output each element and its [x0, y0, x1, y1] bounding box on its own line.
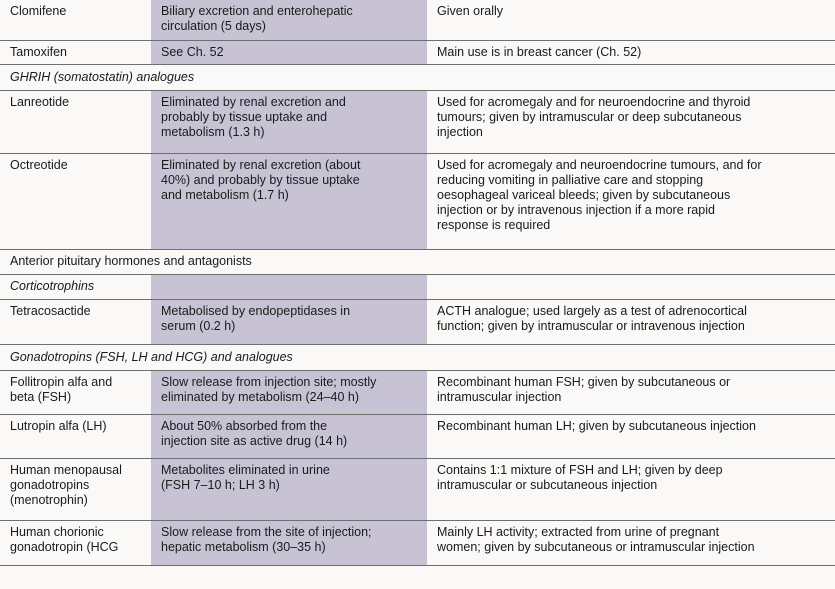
- section-heading: GHRIH (somatostatin) analogues: [0, 64, 835, 90]
- notes-cell: ACTH analogue; used largely as a test of adrenocortical function; given by intramuscular or intravenous injection: [427, 299, 835, 344]
- drug-name-cell: Octreotide: [0, 153, 151, 249]
- drug-name-cell: Lanreotide: [0, 90, 151, 153]
- table-row: [0, 0, 835, 40]
- drug-name-cell: Clomifene: [0, 0, 151, 40]
- pharmacokinetics-cell: See Ch. 52: [151, 40, 427, 64]
- section-heading: Anterior pituitary hormones and antagonists: [0, 249, 835, 274]
- section-heading: Gonadotropins (FSH, LH and HCG) and analogues: [0, 344, 835, 370]
- notes-cell: Contains 1:1 mixture of FSH and LH; given by deep intramuscular or subcutaneous injection: [427, 458, 835, 520]
- pharmacokinetics-cell: Slow release from the site of injection; hepatic metabolism (30–35 h): [151, 520, 427, 565]
- notes-cell: Mainly LH activity; extracted from urine of pregnant women; given by subcutaneous or intramuscular injection: [427, 520, 835, 565]
- table-row: [0, 414, 835, 458]
- notes-cell: Used for acromegaly and neuroendocrine tumours, and for reducing vomiting in palliative care and stopping oesophageal variceal bleeds; given by subcutaneous injection or by intravenous injection if a more rapid response is required: [427, 153, 835, 249]
- drug-name-cell: Corticotrophins: [0, 274, 151, 299]
- drug-name-cell: Follitropin alfa and beta (FSH): [0, 370, 151, 414]
- notes-cell: Used for acromegaly and for neuroendocrine and thyroid tumours; given by intramuscular or deep subcutaneous injection: [427, 90, 835, 153]
- pharmacokinetics-cell: Eliminated by renal excretion and probably by tissue uptake and metabolism (1.3 h): [151, 90, 427, 153]
- table-row: [0, 274, 835, 299]
- notes-cell: Given orally: [427, 0, 835, 40]
- table-row: [0, 344, 835, 370]
- pharmacokinetics-cell: Biliary excretion and enterohepatic circulation (5 days): [151, 0, 427, 40]
- pharmacokinetics-cell: [151, 274, 427, 299]
- table-row: [0, 299, 835, 344]
- table-row: [0, 90, 835, 153]
- pharmacokinetics-cell: Metabolites eliminated in urine (FSH 7–10 h; LH 3 h): [151, 458, 427, 520]
- notes-cell: Main use is in breast cancer (Ch. 52): [427, 40, 835, 64]
- drug-name-cell: Human menopausal gonadotropins (menotrophin): [0, 458, 151, 520]
- table-row: [0, 249, 835, 274]
- table-row: [0, 40, 835, 64]
- pharmacokinetics-cell: Slow release from injection site; mostly eliminated by metabolism (24–40 h): [151, 370, 427, 414]
- notes-cell: Recombinant human FSH; given by subcutaneous or intramuscular injection: [427, 370, 835, 414]
- table-row: [0, 520, 835, 565]
- notes-cell: [427, 274, 835, 299]
- pharmacokinetics-cell: About 50% absorbed from the injection site as active drug (14 h): [151, 414, 427, 458]
- drug-name-cell: Tetracosactide: [0, 299, 151, 344]
- notes-cell: Recombinant human LH; given by subcutaneous injection: [427, 414, 835, 458]
- drug-name-cell: Tamoxifen: [0, 40, 151, 64]
- pharmacokinetics-cell: Metabolised by endopeptidases in serum (0.2 h): [151, 299, 427, 344]
- table-row: [0, 370, 835, 414]
- drug-name-cell: Lutropin alfa (LH): [0, 414, 151, 458]
- table-row: [0, 458, 835, 520]
- table-row: [0, 64, 835, 90]
- table-row: [0, 153, 835, 249]
- pharmacokinetics-cell: Eliminated by renal excretion (about 40%) and probably by tissue uptake and metabolism (1.7 h): [151, 153, 427, 249]
- drug-name-cell: Human chorionic gonadotropin (HCG: [0, 520, 151, 565]
